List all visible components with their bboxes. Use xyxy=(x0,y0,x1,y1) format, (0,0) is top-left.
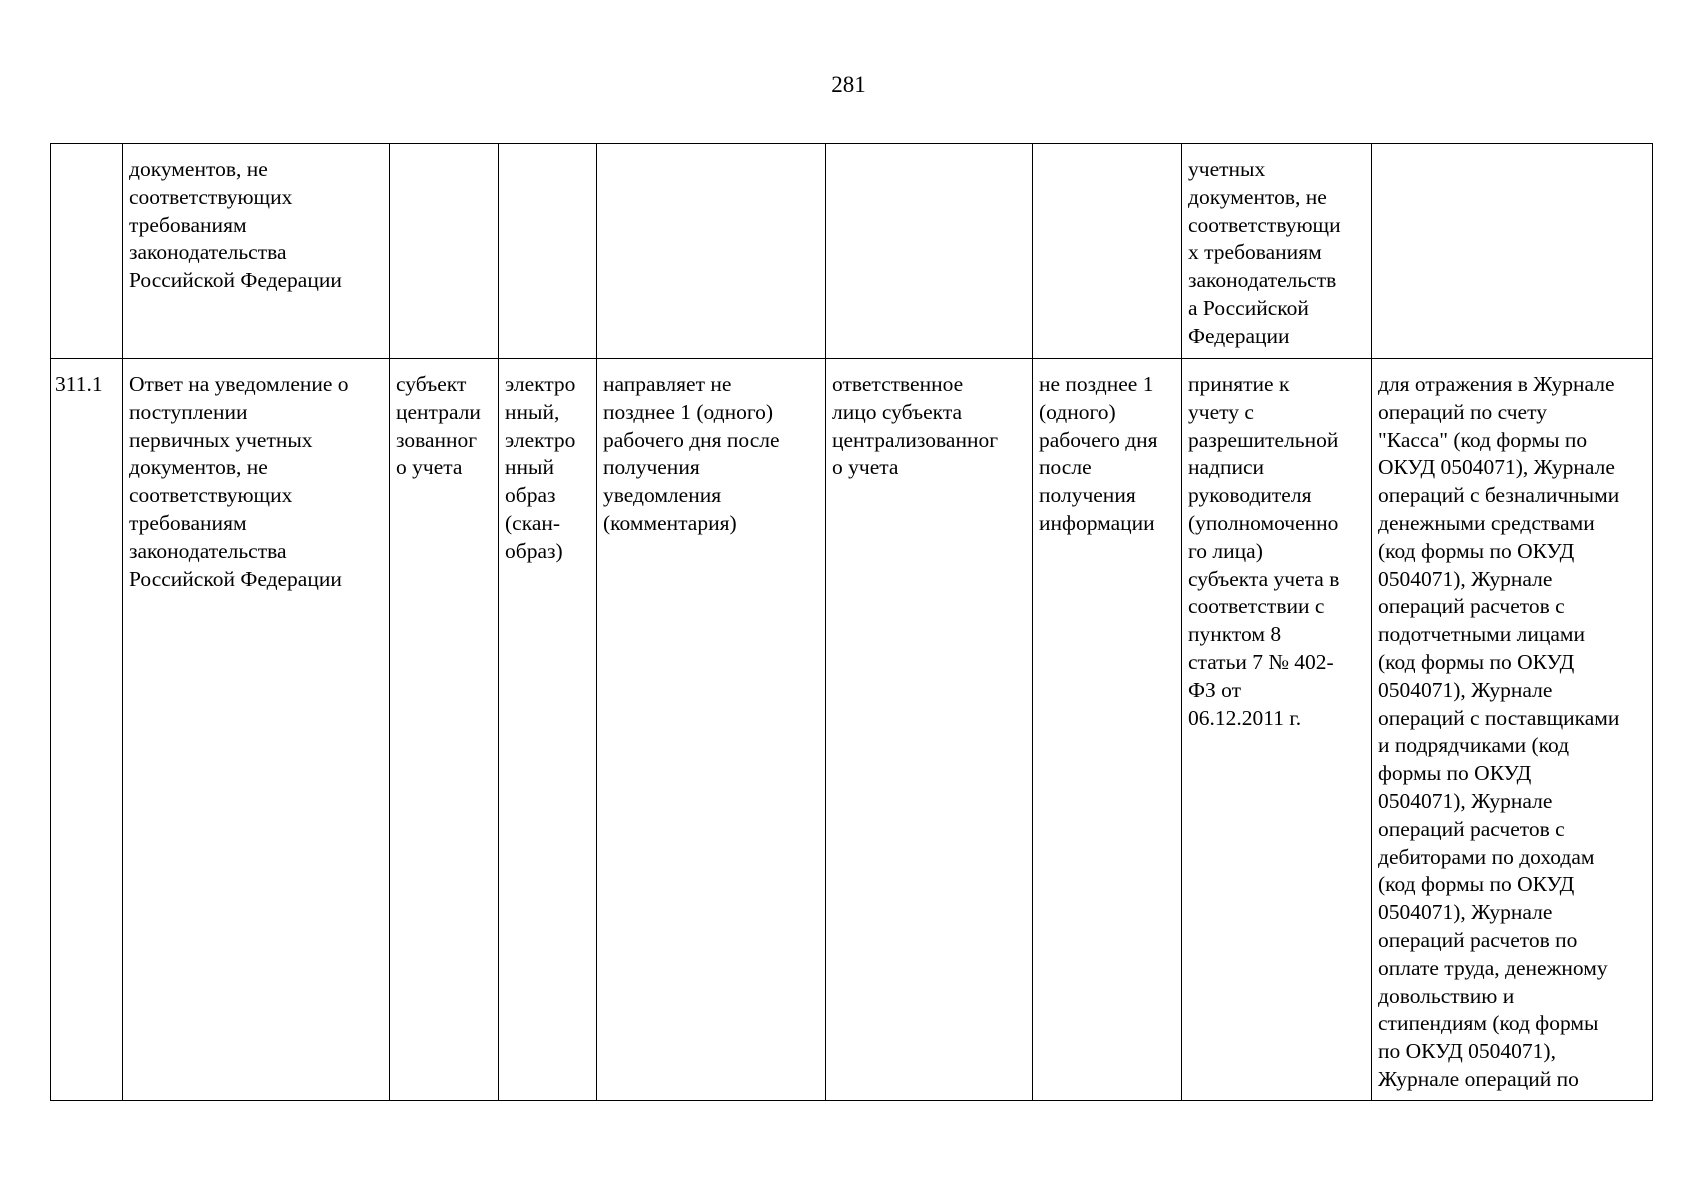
page-number: 281 xyxy=(831,72,866,97)
cell-purpose: для отражения в Журнале операций по счету "Касса" (код формы по ОКУД 0504071), Журнале операций с безналичными денежными средствами (код формы по ОКУД 0504071), Журнале операций расчетов с подотчетными лицами (код формы по ОКУД 0504071), Журнале операций с поставщиками и подрядчиками (код формы по ОКУД 0504071), Журнале операций расчетов с дебиторами по доходам (код формы по ОКУД 0504071), Журнале операций расчетов по оплате труда, денежному довольствию и стипендиям (код формы по ОКУД 0504071), Журнале операций по xyxy=(1372,359,1653,1101)
cell-action: направляет не позднее 1 (одного) рабочего дня после получения уведомления (комментария) xyxy=(597,359,826,1101)
cell-number: 311.1 xyxy=(51,359,123,1101)
cell-purpose xyxy=(1372,144,1653,359)
cell-deadline xyxy=(1033,144,1182,359)
cell-format: электро нный, электро нный образ (скан- образ) xyxy=(499,359,597,1101)
document-table xyxy=(50,143,1653,1101)
cell-document-name: документов, не соответствующих требованиям законодательства Российской Федерации xyxy=(123,144,390,359)
cell-procedure: принятие к учету с разрешительной надписи руководителя (уполномоченно го лица) субъекта учета в соответствии с пунктом 8 статьи 7 № 402- ФЗ от 06.12.2011 г. xyxy=(1182,359,1372,1101)
table-row-311-1 xyxy=(51,359,1653,1101)
table-row-continuation xyxy=(51,144,1653,359)
cell-creator xyxy=(390,144,499,359)
cell-action xyxy=(597,144,826,359)
cell-number xyxy=(51,144,123,359)
cell-format xyxy=(499,144,597,359)
cell-responsible xyxy=(826,144,1033,359)
cell-procedure: учетных документов, не соответствующи х требованиям законодательств а Российской Федерации xyxy=(1182,144,1372,359)
cell-responsible: ответственное лицо субъекта централизованног о учета xyxy=(826,359,1033,1101)
cell-deadline: не позднее 1 (одного) рабочего дня после получения информации xyxy=(1033,359,1182,1101)
cell-document-name: Ответ на уведомление о поступлении первичных учетных документов, не соответствующих требованиям законодательства Российской Федерации xyxy=(123,359,390,1101)
cell-creator: субъект централи зованног о учета xyxy=(390,359,499,1101)
